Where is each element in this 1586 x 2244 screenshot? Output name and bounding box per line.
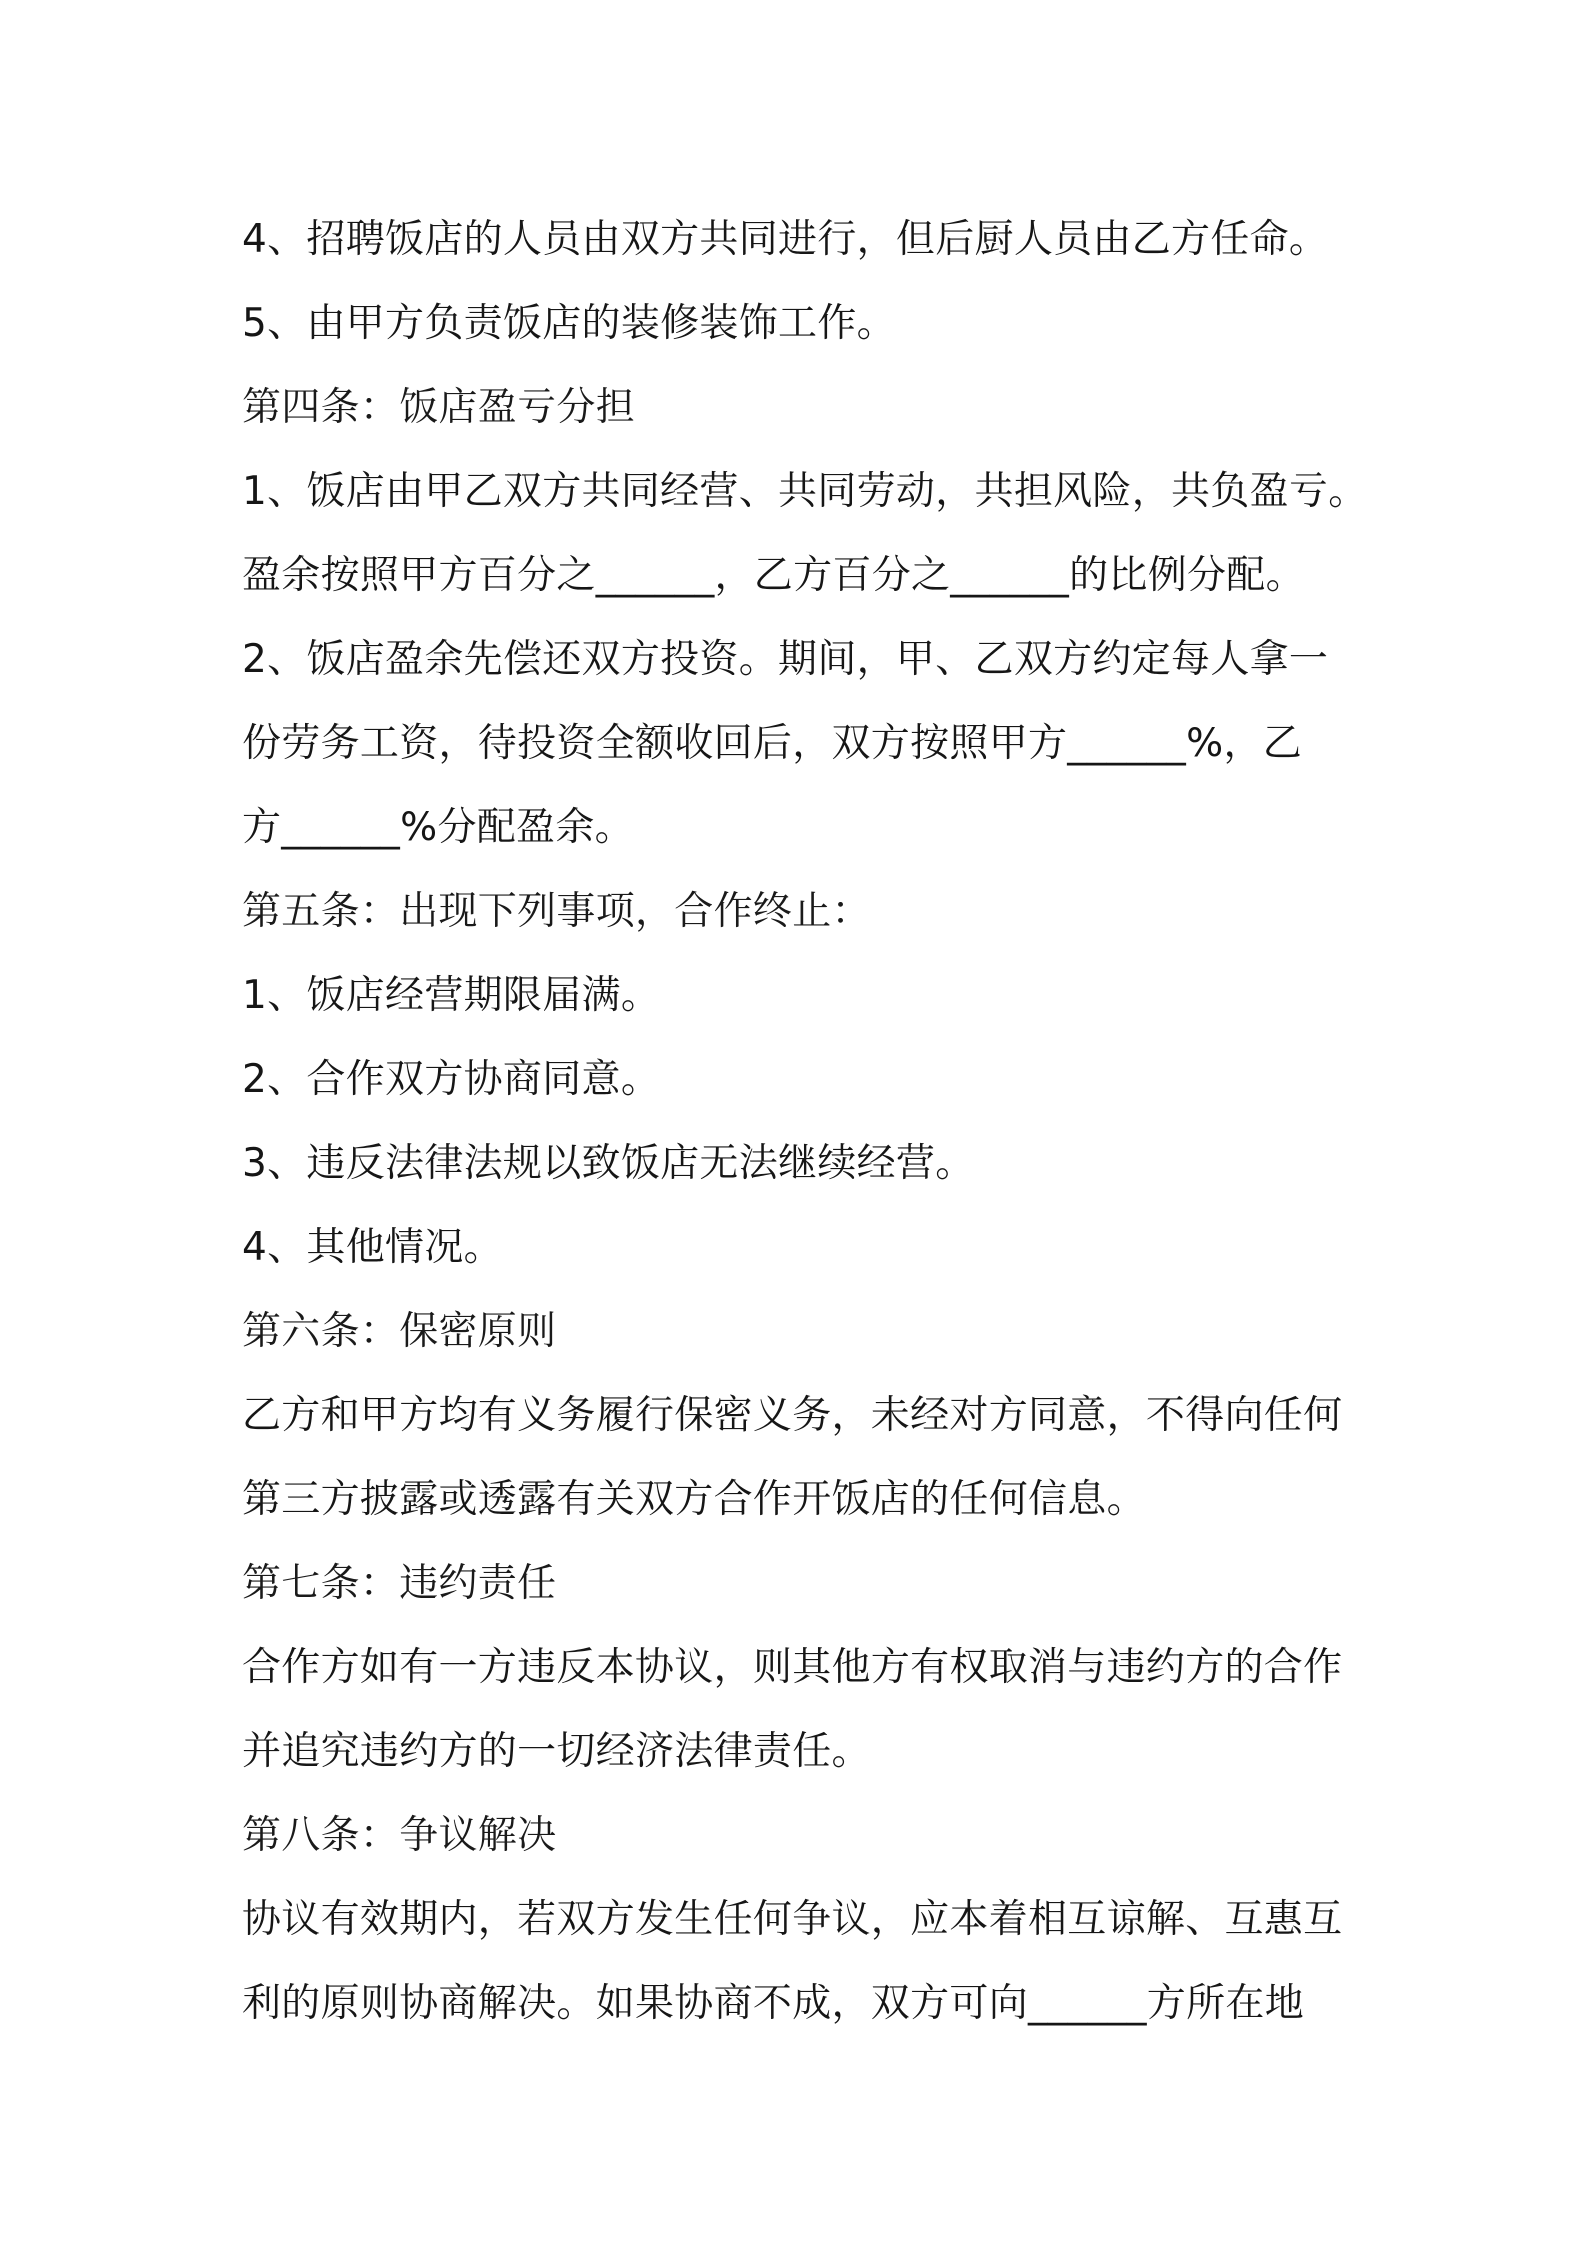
clause-3-item-4: 4、招聘饭店的人员由双方共同进行，但后厨人员由乙方任命。 bbox=[242, 217, 1329, 262]
article-5-item-2: 2、合作双方协商同意。 bbox=[242, 1057, 661, 1102]
article-4-item-1: 1、饭店由甲乙双方共同经营、共同劳动，共担风险，共负盈亏。 bbox=[242, 469, 1368, 514]
article-5-item-4: 4、其他情况。 bbox=[242, 1225, 503, 1270]
article-4-item-2: 2、饭店盈余先偿还双方投资。期间，甲、乙双方约定每人拿一 bbox=[242, 637, 1329, 682]
article-4-heading: 第四条：饭店盈亏分担 bbox=[242, 385, 636, 430]
article-8-heading: 第八条：争议解决 bbox=[242, 1813, 557, 1858]
article-4-item-2-cont: 份劳务工资，待投资全额收回后，双方按照甲方______%，乙 bbox=[242, 721, 1303, 766]
article-6-heading: 第六条：保密原则 bbox=[242, 1309, 557, 1354]
article-5-heading: 第五条：出现下列事项，合作终止： bbox=[242, 889, 871, 934]
article-7-heading: 第七条：违约责任 bbox=[242, 1561, 557, 1606]
article-5-item-3: 3、违反法律法规以致饭店无法继续经营。 bbox=[242, 1141, 975, 1186]
article-8-text: 协议有效期内，若双方发生任何争议，应本着相互谅解、互惠互 bbox=[242, 1897, 1343, 1942]
article-4-item-2-cont-2: 方______%分配盈余。 bbox=[242, 805, 634, 850]
article-6-text-cont: 第三方披露或透露有关双方合作开饭店的任何信息。 bbox=[242, 1477, 1146, 1522]
clause-3-item-5: 5、由甲方负责饭店的装修装饰工作。 bbox=[242, 301, 896, 346]
article-8-text-cont: 利的原则协商解决。如果协商不成，双方可向______方所在地 bbox=[242, 1981, 1305, 2026]
article-6-text: 乙方和甲方均有义务履行保密义务，未经对方同意，不得向任何 bbox=[242, 1393, 1343, 1438]
article-5-item-1: 1、饭店经营期限届满。 bbox=[242, 973, 661, 1018]
article-7-text: 合作方如有一方违反本协议，则其他方有权取消与违约方的合作 bbox=[242, 1645, 1343, 1690]
document-body bbox=[242, 198, 1368, 2046]
article-7-text-cont: 并追究违约方的一切经济法律责任。 bbox=[242, 1729, 871, 1774]
article-4-item-1-cont: 盈余按照甲方百分之______，乙方百分之______的比例分配。 bbox=[242, 553, 1305, 598]
